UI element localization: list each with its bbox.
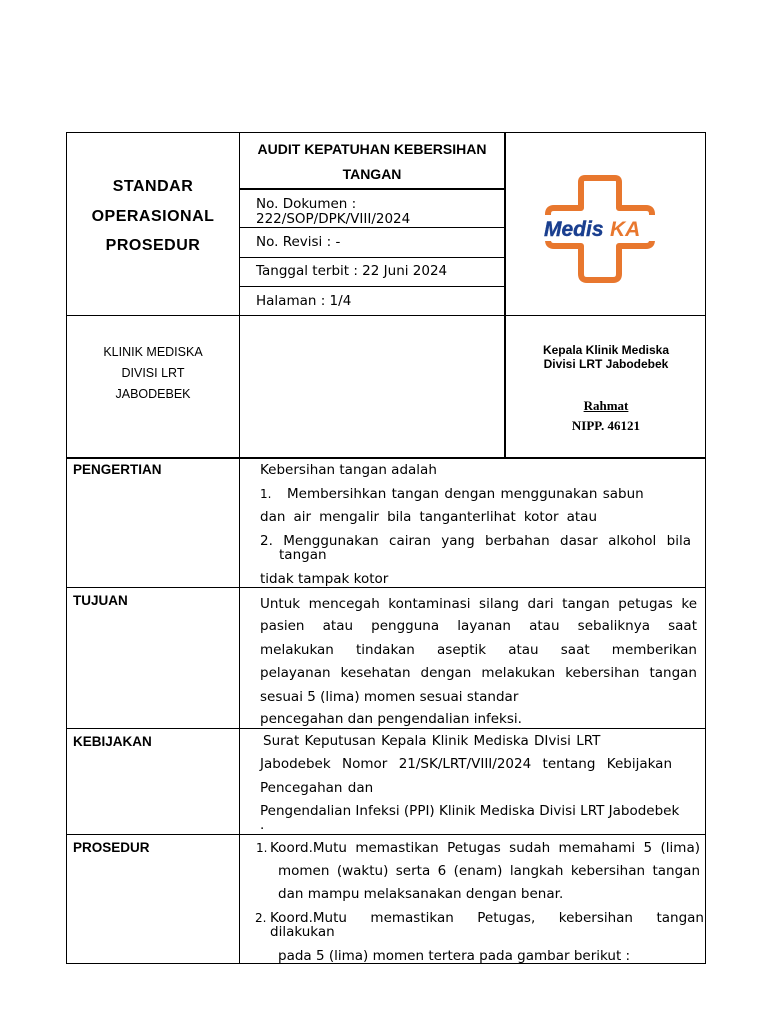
clinic-line-2: DIVISI LRT [121, 366, 185, 380]
kebijakan-line-1: Surat Keputusan Kepala Klinik Mediska DIvisi LRT [263, 733, 601, 749]
prosedur-item1-line2: momen (waktu) serta 6 (enam) langkah kebersihan tangan [278, 863, 700, 879]
prosedur-item2-line1: Koord.Mutu memastikan Petugas, kebersihan tangan [270, 910, 704, 926]
tujuan-line-2: pasien atau pengguna layanan atau sebaliknya saat [260, 618, 697, 634]
issue-date: Tanggal terbit : 22 Juni 2024 [256, 263, 448, 279]
tujuan-line-5: sesuai 5 (lima) momen sesuai standar [260, 689, 519, 705]
section-label-pengertian: PENGERTIAN [73, 462, 162, 477]
prosedur-item2-line3: pada 5 (lima) momen tertera pada gambar berikut : [278, 948, 631, 964]
row-line-header [66, 315, 706, 316]
kebijakan-line-3: Pencegahan dan [260, 780, 374, 796]
border-right [705, 132, 706, 964]
pengertian-item2-line3: tidak tampak kotor [260, 571, 389, 587]
pengertian-item2-line2: tangan [279, 547, 327, 563]
signatory-nipp: NIPP. 46121 [571, 418, 641, 433]
logo-text-medis: Medis [544, 218, 604, 241]
signatory-title-1: Kepala Klinik Mediska [542, 343, 670, 357]
clinic-line-1: KLINIK MEDISKA [103, 345, 203, 359]
sop-title-line-2: OPERASIONAL [91, 207, 215, 225]
prosedur-item2-number: 2. [255, 911, 267, 925]
medical-cross-logo-icon [530, 170, 680, 290]
signatory-block [506, 343, 706, 434]
tujuan-line-6: pencegahan dan pengendalian infeksi. [260, 711, 522, 727]
pengertian-item1-line2: dan air mengalir bila tanganterlihat kotor atau [260, 509, 597, 525]
kebijakan-line-5: . [260, 817, 265, 833]
kebijakan-line-2: Jabodebek Nomor 21/SK/LRT/VIII/2024 tentang Kebijakan [260, 756, 672, 772]
sop-title-line-1: STANDAR [112, 178, 194, 195]
tujuan-line-4: pelayanan kesehatan dengan melakukan kebersihan tangan [260, 665, 697, 681]
row-line-pengertian [66, 587, 706, 588]
header-sub-line-3 [239, 257, 505, 258]
clinic-name-block [67, 342, 239, 405]
section-label-prosedur: PROSEDUR [73, 840, 150, 855]
tujuan-line-1: Untuk mencegah kontaminasi silang dari tangan petugas ke [260, 596, 697, 612]
doc-number-value: 222/SOP/DPK/VIII/2024 [256, 211, 411, 227]
prosedur-item1-line3: dan mampu melaksanakan dengan benar. [278, 886, 564, 902]
signatory-title-2: Divisi LRT Jabodebek [543, 357, 669, 371]
logo-text-ka: KA [610, 218, 641, 241]
sop-title-block [67, 172, 239, 261]
pengertian-item1-line1: Membersihkan tangan dengan menggunakan sabun [287, 486, 644, 502]
row-line-kebijakan [66, 834, 706, 835]
tujuan-line-3: melakukan tindakan aseptik atau saat memberikan [260, 642, 697, 658]
section-label-tujuan: TUJUAN [73, 593, 128, 608]
sop-title-line-3: PROSEDUR [105, 237, 201, 254]
signatory-name: Rahmat [583, 398, 629, 413]
pengertian-item2-line1: 2. Menggunakan cairan yang berbahan dasar alkohol bila [260, 533, 691, 549]
pengertian-item1-number: 1. [260, 487, 272, 501]
prosedur-item1-line1: Koord.Mutu memastikan Petugas sudah memahami 5 (lima) [270, 840, 700, 856]
doc-number-label: No. Dokumen : [256, 196, 357, 212]
mediska-logo [530, 170, 680, 290]
prosedur-item1-number: 1. [256, 841, 268, 855]
document-title-line-1: AUDIT KEPATUHAN KEBERSIHAN [257, 141, 487, 157]
row-line-clinic [66, 457, 706, 459]
section-label-kebijakan: KEBIJAKAN [73, 734, 152, 749]
header-sub-line-2 [239, 227, 505, 228]
row-line-tujuan [66, 728, 706, 729]
revision-number: No. Revisi : - [256, 234, 341, 250]
prosedur-item2-line2: dilakukan [270, 924, 335, 940]
clinic-line-3: JABODEBEK [115, 387, 191, 401]
kebijakan-line-4: Pengendalian Infeksi (PPI) Klinik Mediska Divisi LRT Jabodebek [260, 803, 680, 819]
header-sub-line-1 [239, 188, 505, 190]
document-title-line-2: TANGAN [342, 166, 402, 182]
border-top [66, 132, 706, 133]
document-title [240, 137, 504, 187]
page-number: Halaman : 1/4 [256, 293, 352, 309]
pengertian-intro: Kebersihan tangan adalah [260, 462, 437, 478]
header-sub-line-4 [239, 286, 505, 287]
